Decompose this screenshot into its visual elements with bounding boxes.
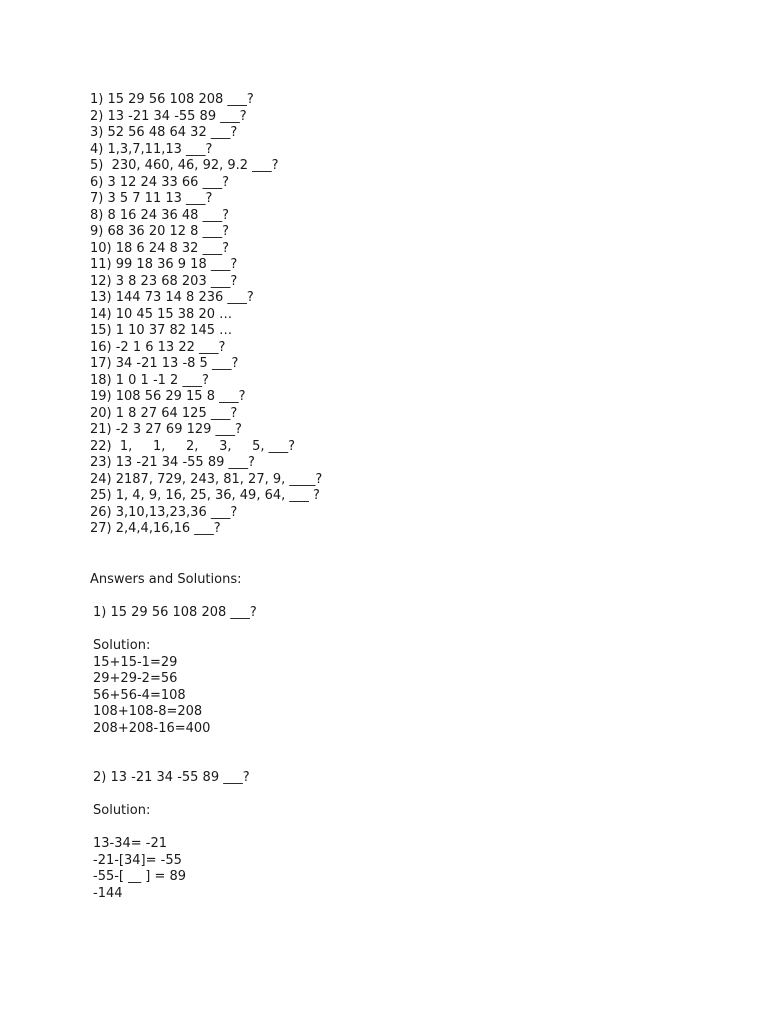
question-item: 16) -2 1 6 13 22 ___? <box>90 339 226 355</box>
solution-step: 208+208-16=400 <box>93 720 211 736</box>
solution-step: 13-34= -21 <box>93 836 168 851</box>
question-item: 5) 230, 460, 46, 92, 9.2 ___? <box>90 158 279 173</box>
question-item: 27) 2,4,4,16,16 ___? <box>90 521 221 536</box>
solution-block-2 <box>93 770 250 902</box>
question-item: 20) 1 8 27 64 125 ___? <box>90 405 238 421</box>
question-item: 23) 13 -21 34 -55 89 ___? <box>90 455 255 470</box>
question-item: 3) 52 56 48 64 32 ___? <box>90 125 238 140</box>
question-item: 17) 34 -21 13 -8 5 ___? <box>90 356 239 371</box>
question-item: 22) 1, 1, 2, 3, 5, ___? <box>90 438 296 454</box>
question-item: 18) 1 0 1 -1 2 ___? <box>90 372 209 388</box>
solution-label: Solution: <box>93 803 151 818</box>
question-item: 13) 144 73 14 8 236 ___? <box>90 290 254 305</box>
question-item: 1) 15 29 56 108 208 ___? <box>90 92 254 107</box>
spacer <box>93 622 257 639</box>
question-item: 19) 108 56 29 15 8 ___? <box>90 389 246 404</box>
question-item: 10) 18 6 24 8 32 ___? <box>90 240 229 256</box>
spacer <box>93 787 250 804</box>
question-item: 25) 1, 4, 9, 16, 25, 36, 49, 64, ___ ? <box>90 488 320 503</box>
question-item: 14) 10 45 15 38 20 … <box>90 306 233 322</box>
solution-step: -55-[ __ ] = 89 <box>93 869 187 884</box>
solution-step: 108+108-8=208 <box>93 704 203 719</box>
question-item: 2) 13 -21 34 -55 89 ___? <box>90 108 247 124</box>
solution-step: 56+56-4=108 <box>93 687 186 703</box>
question-list <box>90 92 322 538</box>
solution-question: 1) 15 29 56 108 208 ___? <box>93 605 257 620</box>
solution-step: 15+15-1=29 <box>93 654 178 670</box>
solution-step: 29+29-2=56 <box>93 671 178 686</box>
question-item: 15) 1 10 37 82 145 … <box>90 323 233 338</box>
question-item: 12) 3 8 23 68 203 ___? <box>90 273 238 289</box>
question-item: 24) 2187, 729, 243, 81, 27, 9, ____? <box>90 471 323 487</box>
question-item: 26) 3,10,13,23,36 ___? <box>90 504 238 520</box>
question-item: 4) 1,3,7,11,13 ___? <box>90 141 213 157</box>
question-item: 6) 3 12 24 33 66 ___? <box>90 174 229 190</box>
solution-question: 2) 13 -21 34 -55 89 ___? <box>93 770 250 785</box>
question-item: 9) 68 36 20 12 8 ___? <box>90 224 229 239</box>
solution-step: -21-[34]= -55 <box>93 852 182 868</box>
question-item: 8) 8 16 24 36 48 ___? <box>90 207 229 223</box>
question-item: 7) 3 5 7 11 13 ___? <box>90 191 213 206</box>
solution-block-1 <box>93 605 257 737</box>
spacer <box>93 820 250 837</box>
question-item: 11) 99 18 36 9 18 ___? <box>90 257 238 272</box>
solution-step: -144 <box>93 885 123 901</box>
solution-label: Solution: <box>93 638 151 653</box>
question-item: 21) -2 3 27 69 129 ___? <box>90 422 242 437</box>
answers-heading: Answers and Solutions: <box>90 572 242 587</box>
